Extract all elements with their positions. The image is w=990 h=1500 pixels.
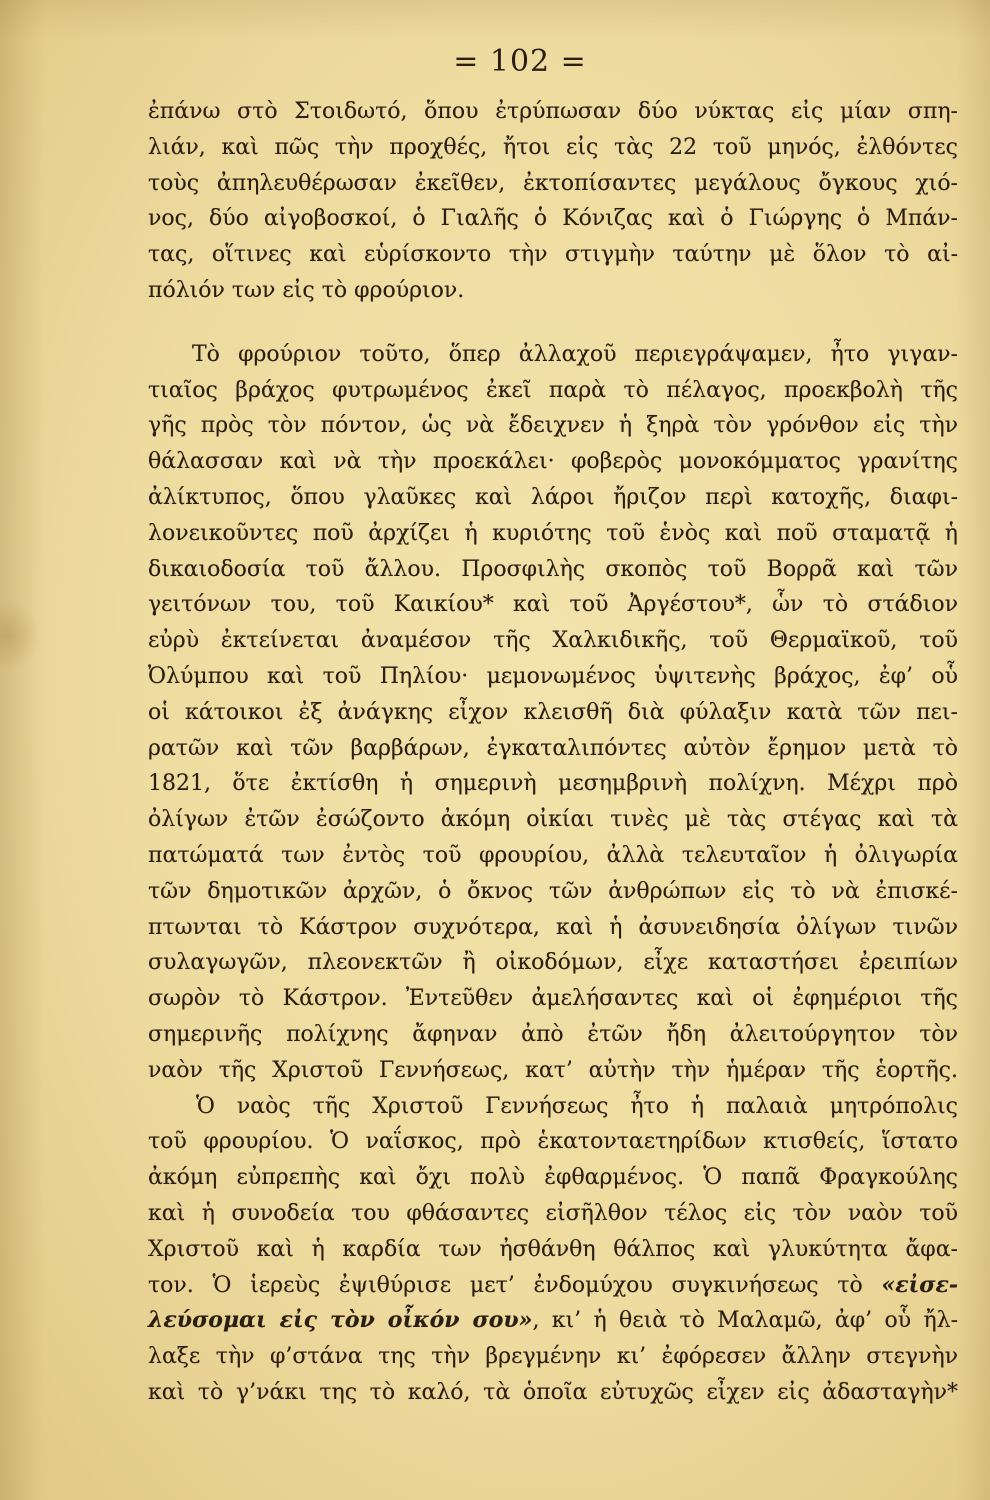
- text-line: τοὺς ἀπηλευθέρωσαν ἐκεῖθεν, ἐκτοπίσαντες μεγάλους ὄγκους χιό-: [148, 170, 958, 196]
- text-line: λιάν, καὶ πῶς τὴν προχθές, ἤτοι εἰς τὰς 22 τοῦ μηνός, ἐλθόντες: [148, 134, 958, 160]
- text-line: [148, 1268, 958, 1304]
- text-line: εὐρὺ ἐκτείνεται ἀναμέσον τῆς Χαλκιδικῆς, τοῦ Θερμαϊκοῦ, τοῦ: [148, 628, 958, 654]
- paragraph: [148, 94, 958, 309]
- text-line: ναὸν τῆς Χριστοῦ Γεννήσεως, κατ’ αὐτὴν τὴν ἡμέραν τῆς ἑορτῆς.: [148, 1057, 958, 1083]
- line-text: τον. Ὁ ἱερεὺς ἐψιθύρισε μετ’ ἐνδομύχου συγκινήσεως τὸ: [148, 1272, 863, 1298]
- text-line: σημερινῆς πολίχνης ἄφηναν ἀπὸ ἐτῶν ἤδη ἀλειτούργητον τὸν: [148, 1021, 958, 1047]
- paragraph: [148, 337, 958, 1089]
- text-line: γειτόνων του, τοῦ Καικίου* καὶ τοῦ Ἀργέστου*, ὧν τὸ στάδιον: [148, 592, 958, 618]
- text-line: τῶν δημοτικῶν ἀρχῶν, ὁ ὄκνος τῶν ἀνθρώπων εἰς τὸ νὰ ἐπισκέ-: [148, 878, 958, 904]
- text-line: τοῦ φρουρίου. Ὁ ναΐσκος, πρὸ ἑκατονταετηρίδων κτισθείς, ἵστατο: [148, 1129, 958, 1155]
- text-line: καὶ ἡ συνοδεία του φθάσαντες εἰσῆλθον τέλος εἰς τὸν ναὸν τοῦ: [148, 1200, 958, 1226]
- text-line: [148, 1303, 958, 1339]
- text-line: τας, οἵτινες καὶ εὑρίσκοντο τὴν στιγμὴν ταύτην μὲ ὅλον τὸ αἰ-: [148, 242, 958, 268]
- text-line: Τὸ φρούριον τοῦτο, ὅπερ ἀλλαχοῦ περιεγράψαμεν, ἦτο γιγαν-: [192, 341, 958, 367]
- paragraph: [148, 1089, 958, 1411]
- text-line: λαξε τὴν φ’στάνα της τὴν βρεγμένην κι’ ἐφόρεσεν ἄλλην στεγνὴν: [148, 1344, 958, 1370]
- body-text: [148, 94, 958, 1411]
- text-line: πτωνται τὸ Κάστρον συχνότερα, καὶ ἡ ἀσυνειδησία ὀλίγων τινῶν: [148, 914, 958, 940]
- text-line: συλαγωγῶν, πλεονεκτῶν ἢ οἰκοδόμων, εἶχε καταστήσει ἐρειπίων: [148, 950, 958, 976]
- text-line: πατώματά των ἐντὸς τοῦ φρουρίου, ἀλλὰ τελευταῖον ἡ ὀλιγωρία: [148, 842, 958, 868]
- text-line: θάλασσαν καὶ νὰ τὴν προεκάλει· φοβερὸς μονοκόμματος γρανίτης: [148, 449, 958, 475]
- text-line: ὀλίγων ἐτῶν ἐσώζοντο ἀκόμη οἰκίαι τινὲς μὲ τὰς στέγας καὶ τὰ: [148, 807, 958, 833]
- text-line: γῆς πρὸς τὸν πόντον, ὡς νὰ ἔδειχνεν ἡ ξηρὰ τὸν γρόνθον εἰς τὴν: [148, 413, 958, 439]
- paper-stain: [0, 600, 40, 670]
- line-text: , κι’ ἡ θειὰ τὸ Μαλαμῶ, ἀφ’ οὗ ἤλ-: [532, 1308, 958, 1334]
- text-line: σωρὸν τὸ Κάστρον. Ἐντεῦθεν ἀμελήσαντες καὶ οἱ ἐφημέριοι τῆς: [148, 986, 958, 1012]
- quoted-phrase: λεύσομαι εἰς τὸν οἶκόν σου»: [148, 1307, 533, 1334]
- text-line: πόλιόν των εἰς τὸ φρούριον.: [148, 277, 465, 303]
- text-line: Ὀλύμπου καὶ τοῦ Πηλίου· μεμονωμένος ὑψιτενὴς βράχος, ἐφ’ οὗ: [148, 663, 958, 689]
- text-line: Χριστοῦ καὶ ἡ καρδία των ἠσθάνθη θάλπος καὶ γλυκύτητα ἄφα-: [148, 1236, 958, 1262]
- page-number: = 102 =: [453, 44, 587, 79]
- text-line: λονεικοῦντες ποῦ ἀρχίζει ἡ κυριότης τοῦ ἑνὸς καὶ ποῦ σταματᾷ ἡ: [148, 520, 958, 546]
- text-line: Ὁ ναὸς τῆς Χριστοῦ Γεννήσεως ἦτο ἡ παλαιὰ μητρόπολις: [196, 1093, 958, 1119]
- text-line: 1821, ὅτε ἐκτίσθη ἡ σημερινὴ μεσημβρινὴ πολίχνη. Μέχρι πρὸ: [148, 771, 958, 797]
- text-line: ἀλίκτυπος, ὅπου γλαῦκες καὶ λάροι ἤριζον περὶ κατοχῆς, διαφι-: [148, 484, 958, 510]
- text-line: καὶ τὸ γ’νάκι της τὸ καλό, τὰ ὁποῖα εὐτυχῶς εἶχεν εἰς ἀδασταγὴν*: [148, 1379, 958, 1405]
- text-line: ρατῶν καὶ τῶν βαρβάρων, ἐγκαταλιπόντες αὐτὸν ἔρημον μετὰ τὸ: [148, 735, 958, 761]
- text-line: δικαιοδοσία τοῦ ἄλλου. Προσφιλὴς σκοπὸς τοῦ Βορρᾶ καὶ τῶν: [148, 556, 958, 582]
- text-line: νος, δύο αἰγοβοσκοί, ὁ Γιαλῆς ὁ Κόνιζας καὶ ὁ Γιώργης ὁ Μπάν-: [148, 206, 958, 232]
- text-line: τιαῖος βράχος φυτρωμένος ἐκεῖ παρὰ τὸ πέλαγος, προεκβολὴ τῆς: [148, 377, 958, 403]
- text-line: ἀκόμη εὐπρεπὴς καὶ ὄχι πολὺ ἐφθαρμένος. Ὁ παπᾶ Φραγκούλης: [148, 1165, 958, 1191]
- text-line: ἐπάνω στὸ Στοιδωτό, ὅπου ἐτρύπωσαν δύο νύκτας εἰς μίαν σπη-: [148, 99, 958, 124]
- text-line: οἱ κάτοικοι ἐξ ἀνάγκης εἶχον κλεισθῆ διὰ φύλαξιν κατὰ τῶν πει-: [148, 699, 958, 725]
- quoted-phrase: «εἰσε-: [881, 1271, 959, 1298]
